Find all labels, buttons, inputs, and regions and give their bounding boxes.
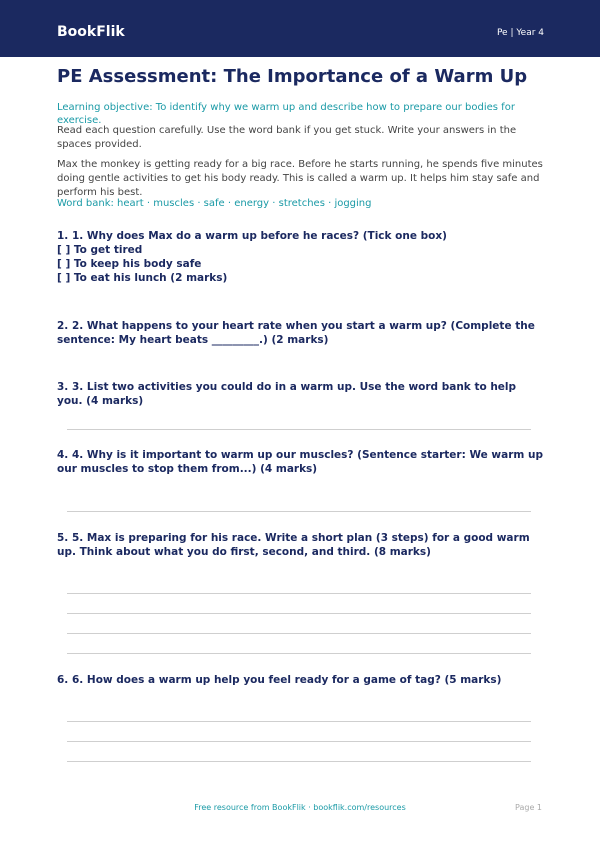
answer-line[interactable]	[67, 429, 531, 430]
page-title: PE Assessment: The Importance of a Warm Up	[57, 66, 528, 87]
question-1-text: 1. 1. Why does Max do a warm up before he races? (Tick one box)	[57, 230, 447, 242]
answer-line[interactable]	[67, 741, 531, 742]
answer-line[interactable]	[67, 653, 531, 654]
brand-logo[interactable]: BookFlik	[57, 24, 125, 40]
page-header	[0, 0, 600, 57]
answer-line[interactable]	[67, 721, 531, 722]
question-2: 2. 2. What happens to your heart rate when you start a warm up? (Complete the sentence: My heart beats _________.) (2 marks)	[57, 320, 535, 346]
question-5: 5. 5. Max is preparing for his race. Write a short plan (3 steps) for a good warm up. Think about what you do first, second, and third. (8 marks)	[57, 532, 530, 558]
story-paragraph: Max the monkey is getting ready for a big race. Before he starts running, he spends five minutes doing gentle activities to get his body ready. This is called a warm up. It helps him stay safe and perform his best.	[57, 159, 543, 198]
page-number: Page 1	[515, 803, 542, 812]
page-footer	[0, 802, 600, 816]
question-1	[57, 229, 545, 285]
question-6: 6. 6. How does a warm up help you feel ready for a game of tag? (5 marks)	[57, 674, 502, 686]
learning-objective: Learning objective: To identify why we warm up and describe how to prepare our bodies for exercise.	[57, 102, 515, 126]
question-3: 3. 3. List two activities you could do in a warm up. Use the word bank to help you. (4 marks)	[57, 381, 517, 407]
subject-year-label: Pe | Year 4	[496, 28, 544, 38]
answer-line[interactable]	[67, 511, 531, 512]
footer-link[interactable]: Free resource from BookFlik · bookflik.com/resources	[194, 803, 406, 812]
answer-line[interactable]	[67, 613, 531, 614]
answer-line[interactable]	[67, 593, 531, 594]
question-1-option-1[interactable]: [ ] To get tired	[57, 244, 143, 256]
question-4: 4. 4. Why is it important to warm up our muscles? (Sentence starter: We warm up our muscles to stop them from...) (4 marks)	[57, 449, 543, 475]
answer-line[interactable]	[67, 761, 531, 762]
question-1-option-3[interactable]: [ ] To eat his lunch (2 marks)	[57, 272, 228, 284]
instructions-paragraph: Read each question carefully. Use the word bank if you get stuck. Write your answers in the spaces provided.	[57, 125, 517, 150]
answer-line[interactable]	[67, 633, 531, 634]
word-bank: Word bank: heart · muscles · safe · energy · stretches · jogging	[57, 198, 372, 209]
question-1-option-2[interactable]: [ ] To keep his body safe	[57, 258, 202, 270]
